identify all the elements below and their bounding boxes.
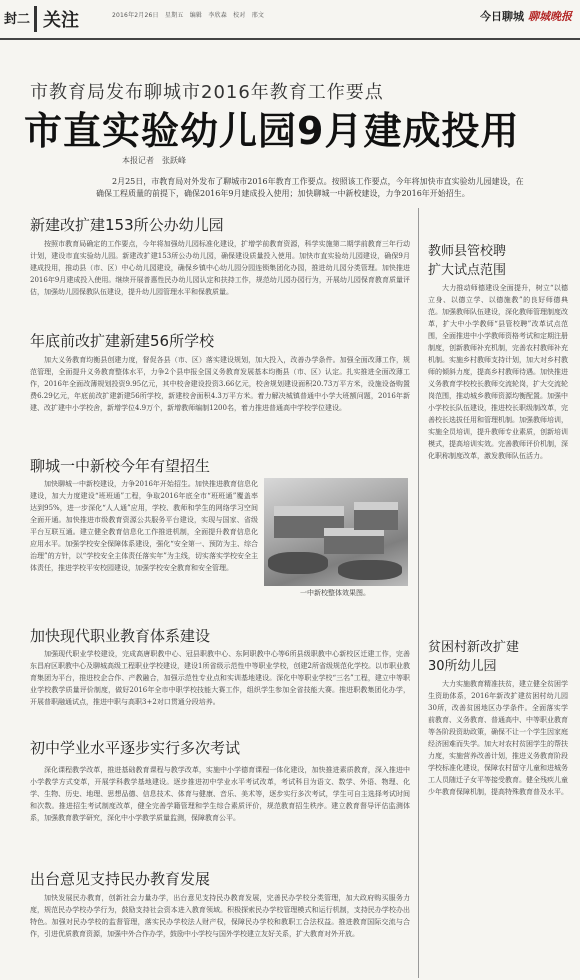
sidebar-title-teachers-line2: 扩大试点范围 (428, 263, 507, 278)
section-title-kindergartens: 新建改扩建153所公办幼儿园 (30, 216, 224, 234)
section-text-schools: 加大义务教育均衡县创建力度，督促各县（市、区）落实建设规划，加大投入，改善办学条件。加强全面改薄工作，规范管理，全面提升义务教育整体水平，力争2个县申报全国义务教育发展基本均衡县（市、区）认定。扎实推进全面改薄工作，2016年全面改薄规划投资9.95亿元，其中校舍建设投资3.66亿元，校舍规划建设面积20.73万平方米，设施设备购置费6.29亿元，年底前改扩建新建56所学校，新建校舍面积4.3万平方米。着力解决城镇普通中小学大班额问题，2016年新建、改扩建中小学校舍，新增学位4.9万个，新增教师编制1200名，着力推进普通高中学校学位建设。 (30, 356, 410, 412)
column-divider (418, 208, 419, 978)
image-caption: 一中新校整体效果图。 (300, 589, 370, 597)
page-header (0, 0, 580, 40)
brand (480, 8, 572, 24)
sidebar-title-teachers (428, 240, 506, 278)
sidebar-title-poverty-line2: 30所幼儿园 (428, 659, 497, 674)
section-title-exam: 初中学业水平逐步实行多次考试 (30, 739, 241, 757)
page-label: 封二 (4, 12, 31, 27)
section-text-no1-school: 加快聊城一中新校建设，力争2016年开始招生。加快推进教育信息化建设，加大力度建设“班班通”工程，争取2016年底全市“班班通”覆盖率达到95%，进一步深化“人人通”应用，学校、教师和学生的网络学习空间全面开通。加快推进市级教育资源公共服务平台建设，实现与国家、省级平台互联互通。建立健全教育信息化工作推进机制，全面提升教育信息化应用水平。加强学校安全保障体系建设，强化“安全第一、预防为主、综合治理”的方针，以“学校安全主体责任落实年”为主线，切实落实学校安全主体责任，推进学校平安校园建设，加强学校安全教育和安全管理。 (30, 480, 258, 572)
article-headline: 市直实验幼儿园9月建成投用 (24, 109, 520, 153)
article-lead: 2月25日，市教育局对外发布了聊城市2016年教育工作要点。按照该工作要点，今年将加快市直实验幼儿园建设，在确保工程质量的前提下，确保2016年9月建成投入使用；加快聊城一中新校建设，力争2016年开始招生。 (96, 177, 524, 198)
section-title-no1-school: 聊城一中新校今年有望招生 (30, 457, 211, 475)
sidebar-text-poverty: 大力实施教育精准扶贫，建立健全贫困学生资助体系，2016年新改扩建贫困村幼儿园30所，改善贫困地区办学条件。全面落实学前教育、义务教育、普通高中、中等职业教育等各阶段资助政策，确保不让一个学生因家庭经济困难而失学。加大对农村贫困学生的帮扶力度，实施营养改善计划，推进义务教育阶段学校标准化建设，保障农村留守儿童和进城务工人员随迁子女平等接受教育。健全残疾儿童少年教育保障机制，提高特殊教育普及水平。 (428, 680, 568, 796)
sidebar-title-poverty (428, 636, 519, 674)
section-text-exam: 深化课程教学改革，推进基础教育课程与教学改革，实施中小学德育课程一体化建设，加快推进素质教育，深入推进中小学教学方式变革，开展学科教学基地建设。逐步推进初中学业水平考试改革，考试科目为语文、数学、外语、物理、化学、生物、历史、地理、思想品德、信息技术、体育与健康、音乐、美术等，逐步实行多次考试，学生可自主选择考试时间和次数。推进招生考试制度改革，健全完善学籍管理和学生综合素质评价，规范教育招生秩序。建立教育督导评估监测体系，加强教育教学研究，深化中小学教学质量监测，保障教育公平。 (30, 766, 410, 822)
section-title-schools: 年底前改扩建新建56所学校 (30, 332, 215, 350)
brand-name: 今日聊城 (480, 10, 524, 23)
sidebar-title-teachers-line1: 教师县管校聘 (428, 244, 507, 259)
section-label: 关注 (34, 6, 79, 32)
article-byline: 本报记者 张跃峰 (122, 156, 186, 165)
sidebar-text-teachers: 大力推动师德建设全面提升，树立“以德立身、以德立学、以德施教”的良好师德典范。加强教师队伍建设，深化教师管理制度改革，扩大中小学教师“县管校聘”改革试点范围，全面推进中小学教师资格考试和定期注册制度，创新教师补充机制，完善农村教师补充机制。实施乡村教师支持计划，加大对乡村教师的倾斜力度，提高乡村教师待遇。加快推进义务教育学校校长教师交流轮岗，扩大交流轮岗范围，推动城乡教师资源均衡配置。加强中小学校长队伍建设，推进校长职级制改革，完善校长选拔任用和管理机制。加强教师培训，实施全员培训，提升教师专业素质，创新培训模式，提高培训实效。完善教师评价机制，深化职称制度改革，激发教师队伍活力。 (428, 284, 568, 460)
section-title-private-education: 出台意见支持民办教育发展 (30, 870, 211, 888)
section-text-vocational: 加强现代职业学校建设，完成高唐职教中心、冠县职教中心、东阿职教中心等6所县级职教中心新校区迁建工作，完善东昌府区职教中心及聊城高级工程职业学校建设，建设1所省级示范性中等职业学校，创建2所省级规范化学校。以市职业教育集团为平台，推进校企合作、产教融合，加强示范性专业点和实训基地建设。深化中等职业学校“三名”工程，建立中等职业学校教学质量评价制度，做好2016年全市中职学校技能大赛工作，组织学生参加全省技能大赛。推进职教集团化办学，开展普职融通试点，推进中职与高职3+2对口贯通分段培养。 (30, 650, 410, 706)
sidebar-title-poverty-line1: 贫困村新改扩建 (428, 640, 520, 655)
newspaper-logo: 聊城晚报 (528, 10, 572, 23)
section-text-kindergartens: 按照市教育局确定的工作要点，今年将加强幼儿园标准化建设，扩增学前教育资源，科学实施第二期学前教育三年行动计划，建设市直实验幼儿园。新建改扩建153所公办幼儿园，确保建设质量投入使用。加快市直实验幼儿园建设，确保9月建成投用，推动县（市、区）中心幼儿园建设，确保乡镇中心幼儿园分园连锁集团化办园，推进幼儿园分类管理。加快推进2016年9月建成投入使用。继续开展普惠性民办幼儿园认定和扶持工作，规范幼儿园办园行为，开展幼儿园保育教育质量评估，加强幼儿园保教队伍建设，提升幼儿园管理水平和保教质量。 (30, 240, 410, 296)
section-title-vocational: 加快现代职业教育体系建设 (30, 627, 211, 645)
section-text-private-education: 加快发展民办教育，创新社会力量办学，出台意见支持民办教育发展，完善民办学校分类管理，加大政府购买服务力度，规范民办学校办学行为，鼓励支持社会资本进入教育领域。积极探索民办学校管理模式和运行机制，支持民办学校办出特色。加强对民办学校的监督管理，落实民办学校法人财产权，保障民办学校和教职工合法权益。推进教育国际交流与合作，引进优质教育资源，加强中外合作办学，鼓励中小学校与国外学校建立友好关系，扩大教育对外开放。 (30, 894, 410, 938)
issue-meta: 2016年2月26日 星期五 编辑 李欣森 校对 邢文 (112, 12, 265, 19)
article-kicker: 市教育局发布聊城市2016年教育工作要点 (30, 82, 384, 103)
school-rendering-image (264, 478, 408, 586)
